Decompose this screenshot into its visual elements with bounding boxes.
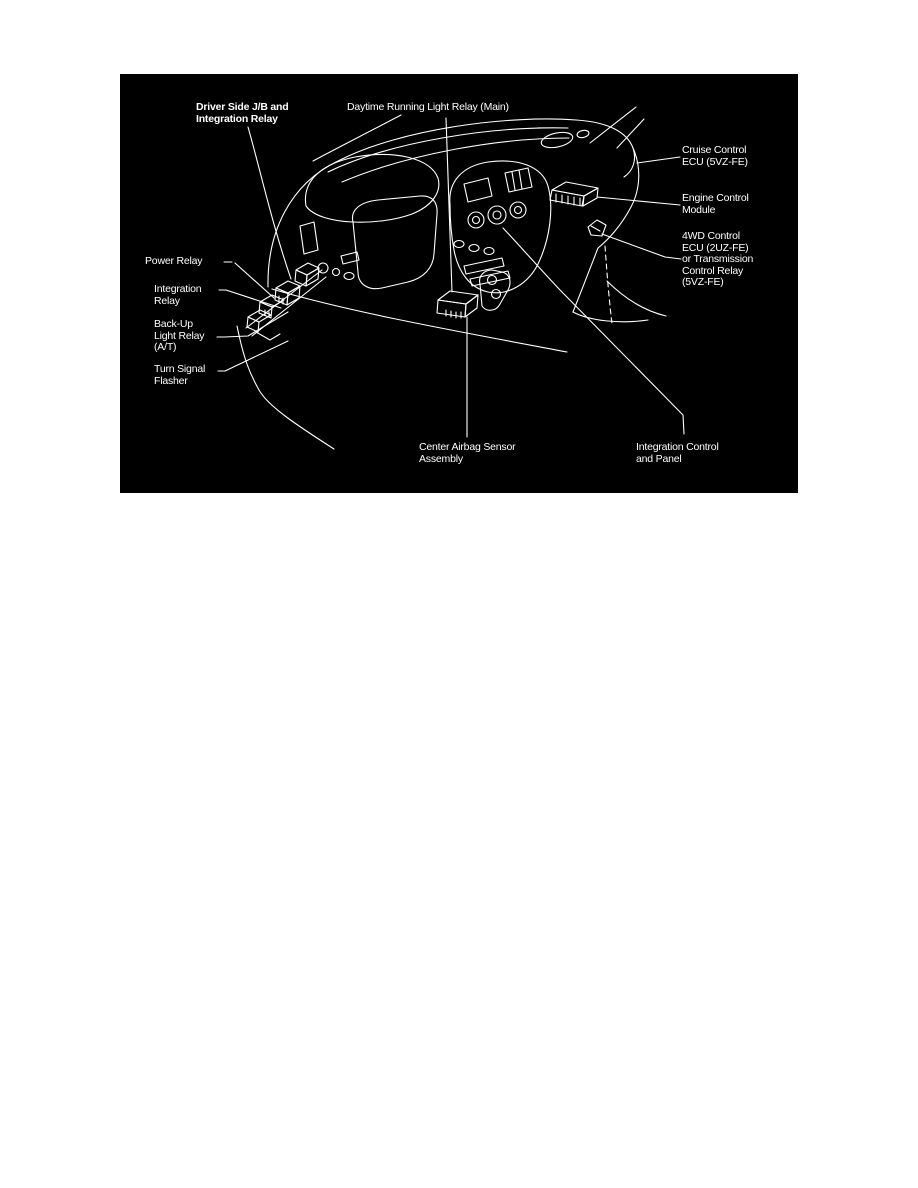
center-stack-drawing (450, 161, 551, 293)
fourwd-box-drawing (588, 220, 606, 236)
label-line: ECU (2UZ-FE) (682, 241, 749, 254)
label-fourwd-control-ecu (682, 231, 753, 289)
label-line: Power Relay (145, 255, 203, 267)
label-line: Integration (154, 283, 202, 295)
label-cruise-control-ecu (682, 145, 748, 168)
leader-cruise-control (637, 157, 680, 163)
airbag-sensor-box-drawing (437, 291, 478, 318)
label-line: ECU (5VZ-FE) (682, 155, 748, 168)
leader-power-relay (224, 262, 274, 298)
ecm-box-drawing (550, 182, 598, 206)
label-integration-relay (154, 284, 201, 307)
label-line: Daytime Running Light Relay (Main) (347, 101, 509, 113)
label-integration-control-panel (636, 442, 719, 465)
label-line: Relay (154, 294, 180, 307)
leader-integration-relay (219, 290, 281, 308)
label-line: Back-Up (154, 318, 193, 330)
label-line: or Transmission (682, 253, 754, 265)
label-engine-control-module (682, 193, 749, 216)
leader-daytime-vertical (446, 118, 452, 292)
label-line: Assembly (419, 452, 463, 465)
label-line: Engine Control (682, 192, 749, 204)
label-power-relay (145, 256, 202, 268)
label-line: (5VZ-FE) (682, 276, 724, 288)
label-line: 4WD Control (682, 230, 740, 242)
label-line: Center Airbag Sensor (419, 441, 516, 453)
label-daytime-running-light-relay (347, 102, 509, 114)
leader-fourwd-control (602, 234, 681, 259)
label-line: Module (682, 203, 716, 216)
label-line: Flasher (154, 374, 188, 387)
leader-engine-control (597, 197, 680, 205)
component-location-diagram (120, 74, 798, 493)
leader-turn-signal-flasher (218, 341, 288, 371)
label-line: Driver Side J/B and (196, 101, 289, 113)
leader-lines (217, 115, 684, 437)
relay-cluster-drawing (246, 263, 326, 340)
label-center-airbag-sensor (419, 442, 515, 465)
label-backup-light-relay (154, 319, 204, 354)
label-line: Light Relay (154, 329, 205, 342)
label-line: (A/T) (154, 341, 177, 353)
label-line: Turn Signal (154, 363, 206, 375)
label-line: Control Relay (682, 264, 744, 277)
label-turn-signal-flasher (154, 364, 205, 387)
label-line: Integration Relay (196, 112, 278, 125)
label-driver-side-jb (196, 102, 288, 125)
label-line: and Panel (636, 452, 682, 465)
label-line: Integration Control (636, 441, 719, 453)
label-line: Cruise Control (682, 144, 747, 156)
instrument-cluster-drawing (300, 155, 439, 289)
